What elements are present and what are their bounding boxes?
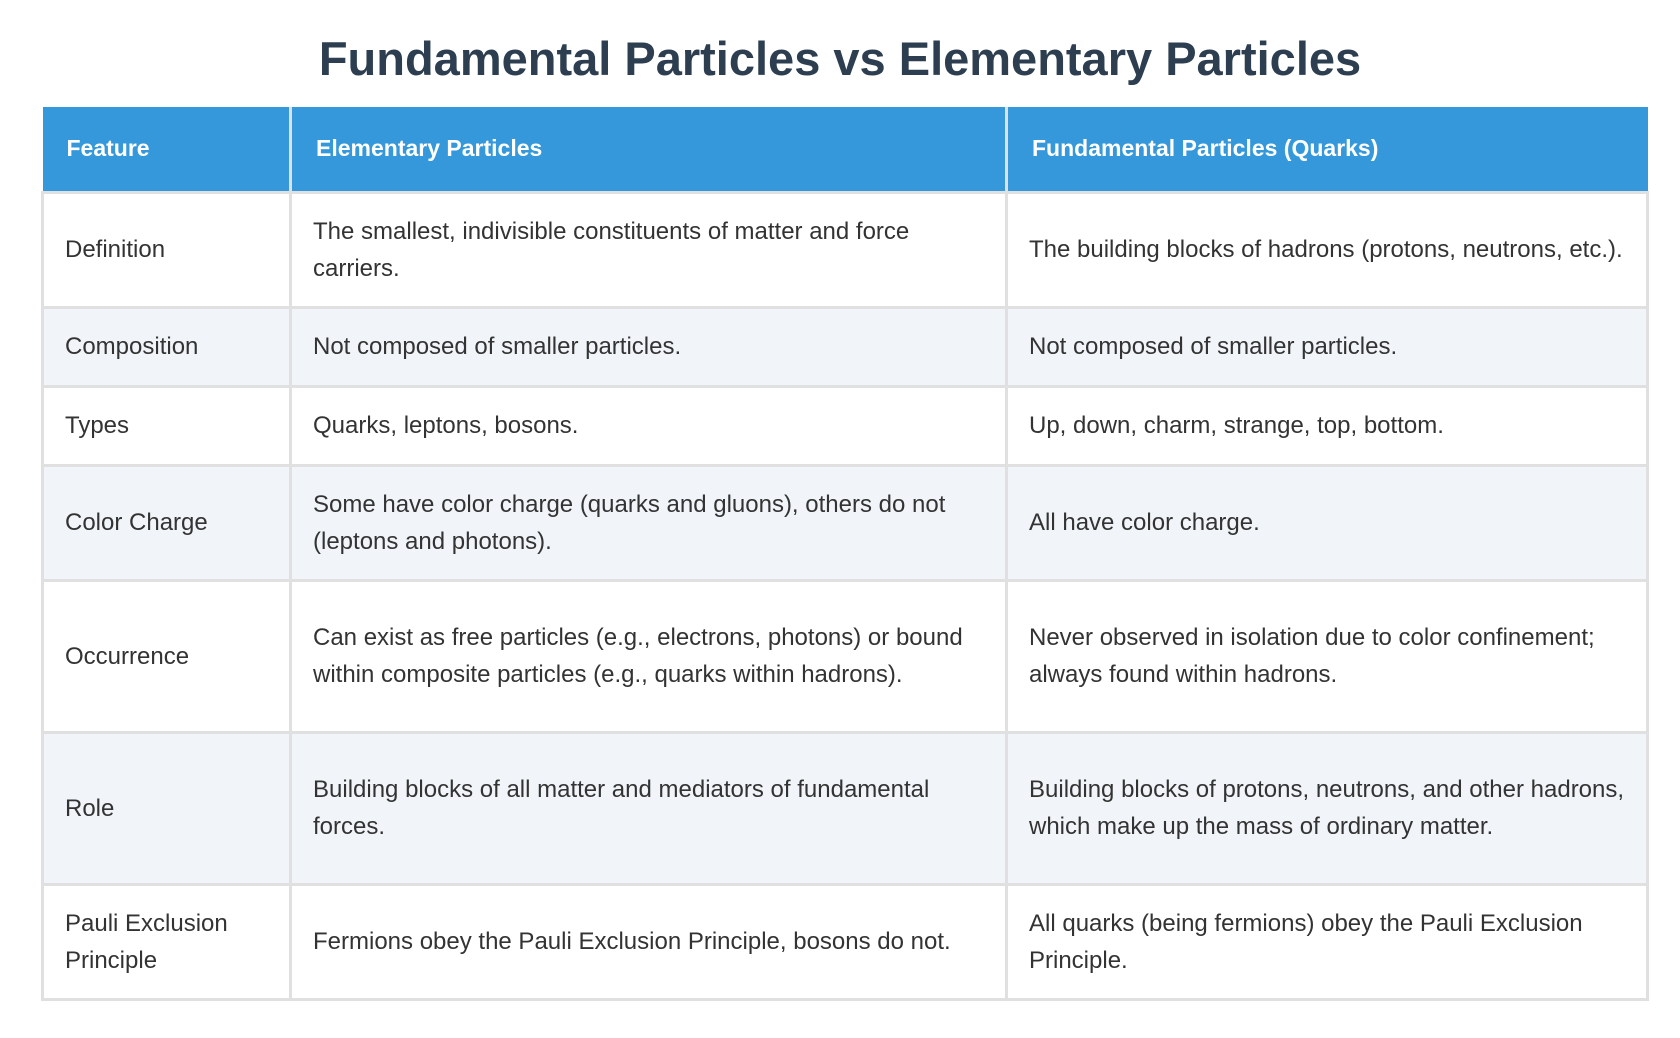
fundamental-cell: Not composed of smaller particles. [1007, 307, 1648, 386]
table-row-composition [43, 307, 1648, 386]
feature-cell: Types [43, 386, 291, 465]
fundamental-cell: Never observed in isolation due to color confinement; always found within hadrons. [1007, 580, 1648, 732]
elementary-cell: Some have color charge (quarks and gluons), others do not (leptons and photons). [291, 465, 1007, 580]
fundamental-cell: The building blocks of hadrons (protons, neutrons, etc.). [1007, 192, 1648, 307]
feature-cell: Color Charge [43, 465, 291, 580]
page-title: Fundamental Particles vs Elementary Particles [318, 32, 1362, 85]
elementary-cell: The smallest, indivisible constituents of matter and force carriers. [291, 192, 1007, 307]
header-feature: Feature [43, 107, 291, 192]
feature-cell: Occurrence [43, 580, 291, 732]
fundamental-cell: Building blocks of protons, neutrons, and other hadrons, which make up the mass of ordinary matter. [1007, 732, 1648, 884]
elementary-cell: Quarks, leptons, bosons. [291, 386, 1007, 465]
header-fundamental-particles: Fundamental Particles (Quarks) [1007, 107, 1648, 192]
table-row-definition [43, 192, 1648, 307]
fundamental-cell: Up, down, charm, strange, top, bottom. [1007, 386, 1648, 465]
fundamental-cell: All quarks (being fermions) obey the Pauli Exclusion Principle. [1007, 884, 1648, 999]
table-row-role [43, 732, 1648, 884]
fundamental-cell: All have color charge. [1007, 465, 1648, 580]
feature-cell: Definition [43, 192, 291, 307]
feature-cell: Pauli Exclusion Principle [43, 884, 291, 999]
table-row-color-charge [43, 465, 1648, 580]
elementary-cell: Building blocks of all matter and mediators of fundamental forces. [291, 732, 1007, 884]
elementary-cell: Fermions obey the Pauli Exclusion Principle, bosons do not. [291, 884, 1007, 999]
header-elementary-particles: Elementary Particles [291, 107, 1007, 192]
table-header-row [43, 107, 1648, 192]
feature-cell: Role [43, 732, 291, 884]
elementary-cell: Not composed of smaller particles. [291, 307, 1007, 386]
table-row-types [43, 386, 1648, 465]
feature-cell: Composition [43, 307, 291, 386]
elementary-cell: Can exist as free particles (e.g., electrons, photons) or bound within composite particles (e.g., quarks within hadrons). [291, 580, 1007, 732]
comparison-table [41, 107, 1649, 1001]
table-row-occurrence [43, 580, 1648, 732]
table-row-pauli-exclusion [43, 884, 1648, 999]
